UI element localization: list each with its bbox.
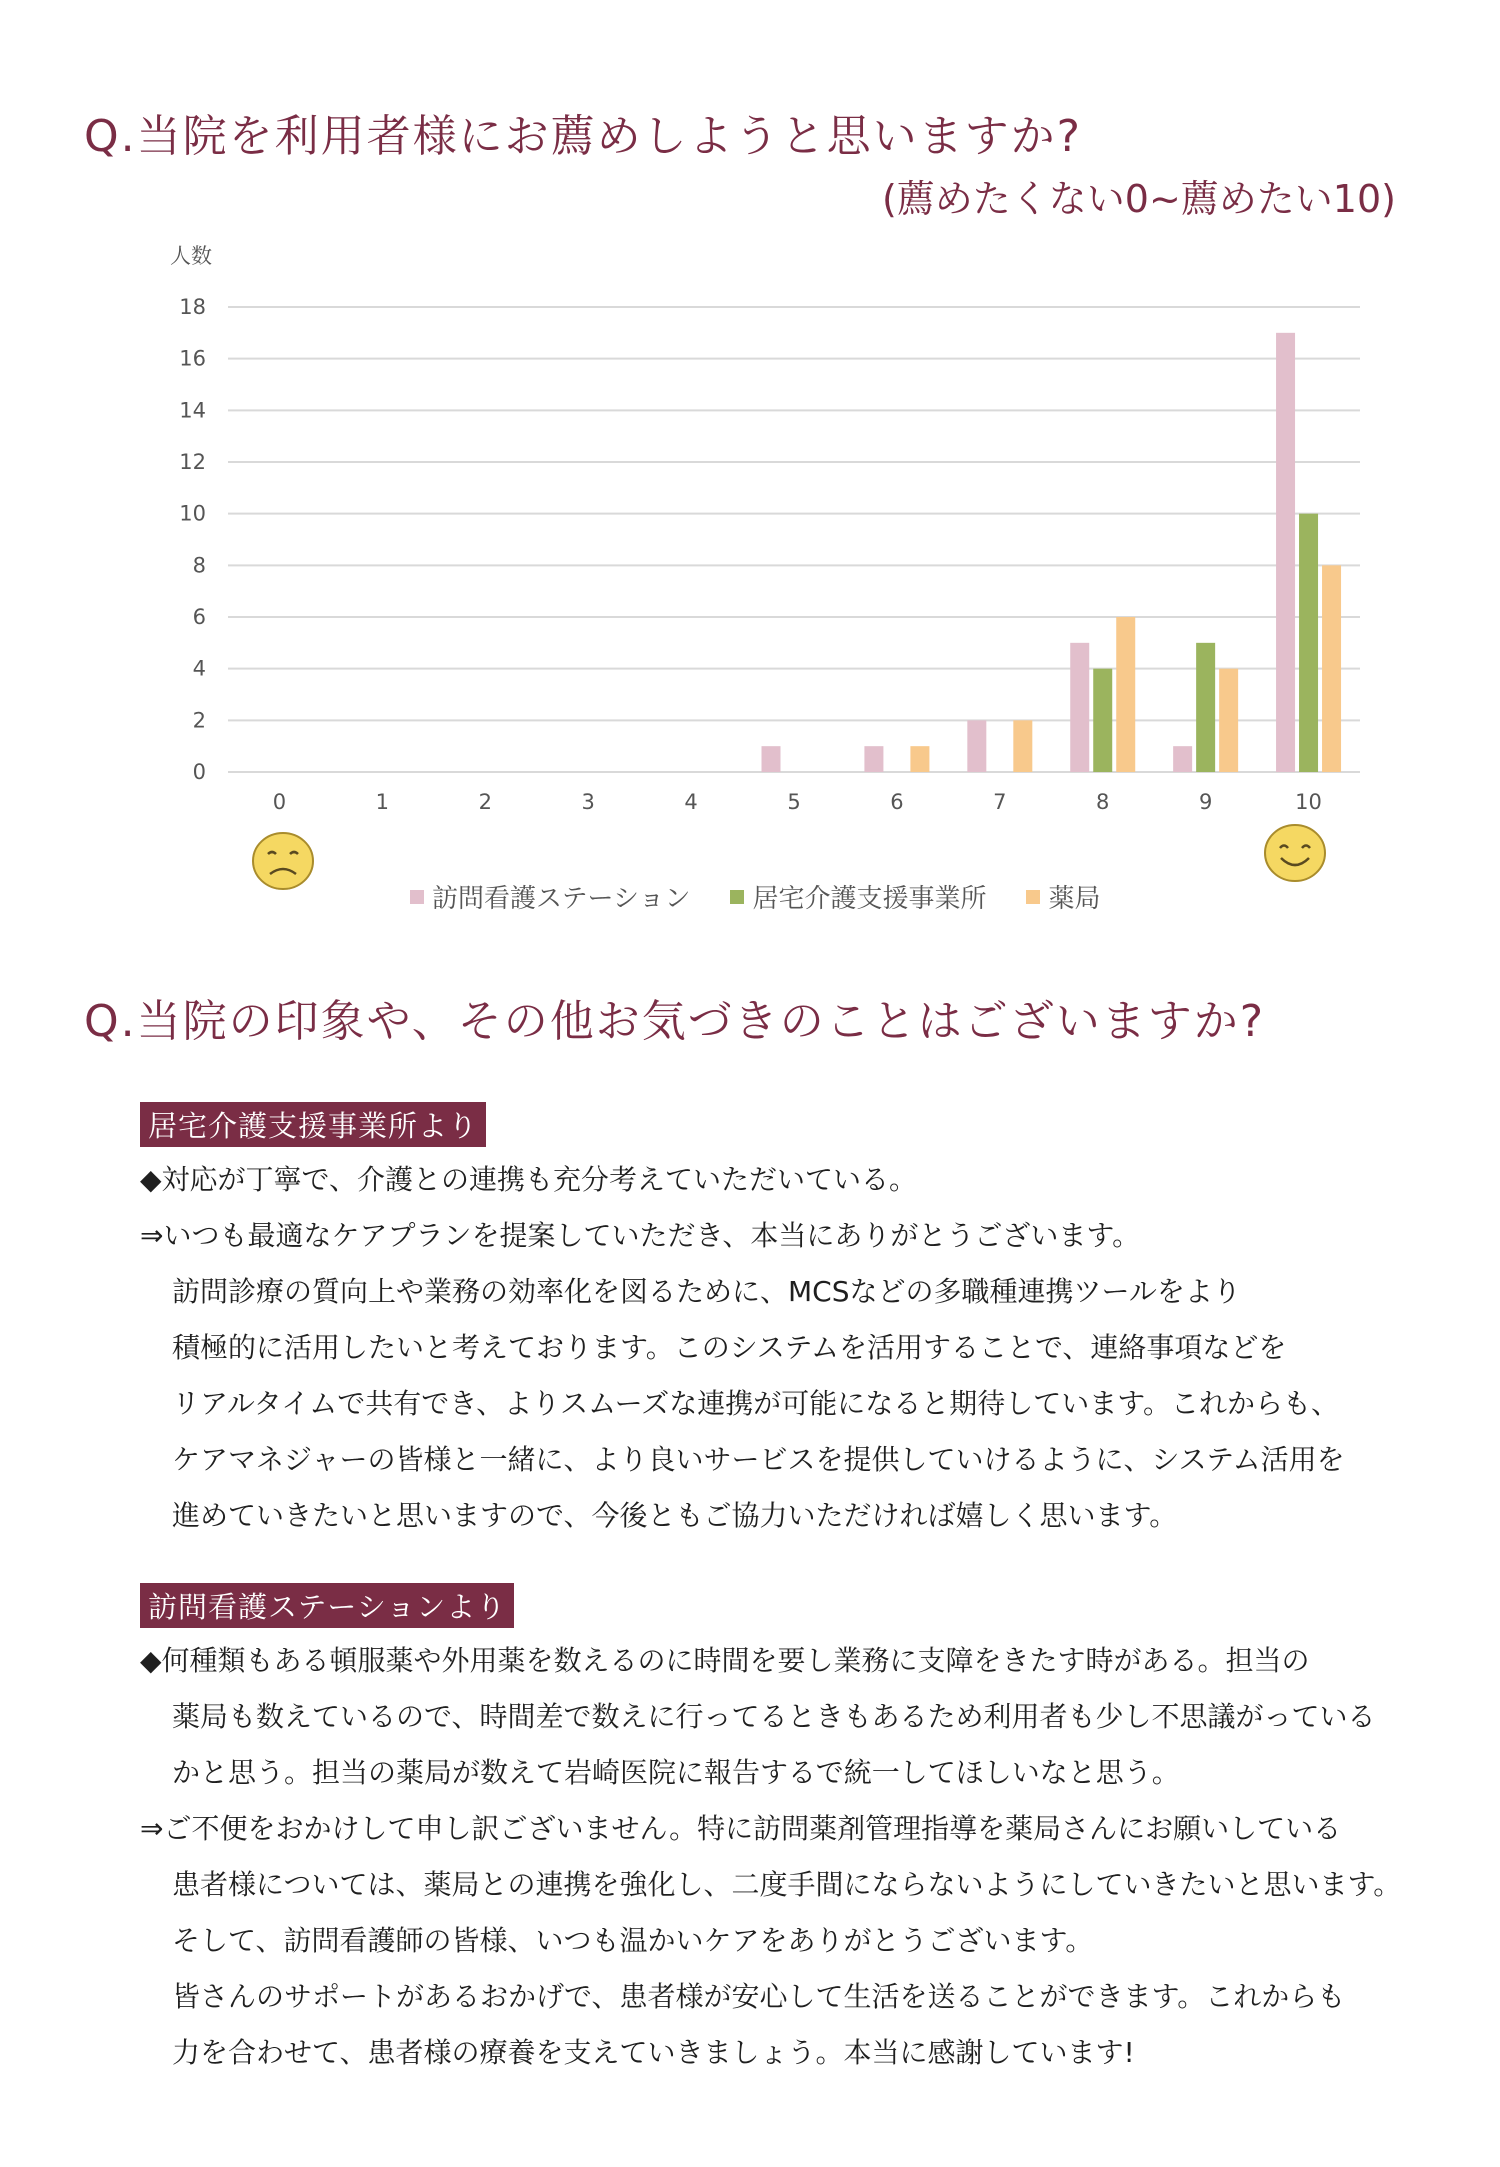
bar <box>864 746 883 772</box>
legend-swatch <box>730 890 744 904</box>
reply-line: ケアマネジャーの皆様と一緒に、より良いサービスを提供していけるように、システム活用を <box>172 1443 1345 1476</box>
frown-face-icon <box>248 828 318 894</box>
comment-line: ◆何種類もある頓服薬や外用薬を数えるのに時間を要し業務に支障をきたす時がある。担当の <box>140 1644 1310 1677</box>
bar <box>1173 746 1192 772</box>
legend-label: 居宅介護支援事業所 <box>752 884 987 914</box>
y-tick-label: 6 <box>192 605 206 629</box>
bar <box>1219 669 1238 772</box>
y-tick-label: 8 <box>192 553 206 578</box>
reply-line: リアルタイムで共有でき、よりスムーズな連携が可能になると期待しています。これからも、 <box>172 1387 1340 1420</box>
legend-item-pharmacy <box>1026 878 1100 915</box>
legend-item-care-support <box>730 878 986 915</box>
reply-line: 患者様については、薬局との連携を強化し、二度手間にならないようにしていきたいと思います。 <box>172 1868 1402 1901</box>
bar <box>910 746 929 772</box>
x-tick-label: 5 <box>787 790 801 814</box>
legend-label: 薬局 <box>1048 884 1101 914</box>
reply-line: ⇒ご不便をおかけして申し訳ございません。特に訪問薬剤管理指導を薬局さんにお願いしている <box>140 1812 1342 1845</box>
smile-face-icon <box>1260 820 1330 886</box>
x-tick-label: 10 <box>1295 790 1322 814</box>
x-tick-label: 7 <box>993 790 1007 814</box>
comment-line: 薬局も数えているので、時間差で数えに行ってるときもあるため利用者も少し不思議がっている <box>172 1700 1376 1733</box>
legend-swatch <box>410 890 424 904</box>
bar <box>1093 669 1112 772</box>
y-tick-label: 0 <box>192 760 206 784</box>
x-tick-label: 6 <box>890 790 904 814</box>
question1-subtitle: (薦めたくない0~薦めたい10) <box>881 177 1396 221</box>
y-tick-label: 18 <box>179 295 206 319</box>
legend-label: 訪問看護ステーション <box>432 884 691 914</box>
x-tick-label: 4 <box>684 790 698 814</box>
bar <box>1196 643 1215 772</box>
x-tick-label: 1 <box>375 790 390 814</box>
x-tick-label: 0 <box>272 790 287 814</box>
reply-line: そして、訪問看護師の皆様、いつも温かいケアをありがとうございます。 <box>172 1924 1094 1957</box>
question2-title: Q.当院の印象や、その他お気づきのことはございますか? <box>84 996 1266 1047</box>
bar <box>1070 643 1089 772</box>
reply-line: 進めていきたいと思いますので、今後ともご協力いただければ嬉しく思います。 <box>172 1499 1178 1532</box>
y-tick-label: 12 <box>179 450 206 474</box>
x-tick-label: 9 <box>1198 790 1213 814</box>
section-label-care-support: 居宅介護支援事業所より <box>140 1102 486 1147</box>
bar <box>1299 514 1318 772</box>
reply-line: 訪問診療の質向上や業務の効率化を図るために、MCSなどの多職種連携ツールをより <box>172 1275 1241 1308</box>
reply-line: 力を合わせて、患者様の療養を支えていきましょう。本当に感謝しています! <box>172 2036 1135 2069</box>
y-tick-label: 16 <box>179 346 206 371</box>
chart-legend <box>410 878 1100 915</box>
x-tick-label: 2 <box>478 790 492 814</box>
comment-line: ◆対応が丁寧で、介護との連携も充分考えていただいている。 <box>140 1163 917 1196</box>
reply-line: 積極的に活用したいと考えております。このシステムを活用することで、連絡事項などを <box>172 1331 1287 1364</box>
recommendation-bar-chart <box>150 235 1380 875</box>
reply-line: ⇒いつも最適なケアプランを提案していただき、本当にありがとうございます。 <box>140 1219 1141 1252</box>
bar <box>1322 565 1341 772</box>
legend-item-nursing <box>410 878 690 915</box>
bar <box>1013 720 1032 772</box>
y-tick-label: 10 <box>179 501 206 526</box>
bar <box>967 720 986 772</box>
legend-swatch <box>1026 890 1040 904</box>
x-tick-label: 3 <box>581 790 595 814</box>
y-tick-label: 2 <box>192 708 206 733</box>
x-tick-label: 8 <box>1096 790 1110 814</box>
y-tick-label: 14 <box>179 398 206 423</box>
section-body-nursing <box>140 1633 1400 2081</box>
bar <box>1116 617 1135 772</box>
section-body-care-support <box>140 1152 1400 1544</box>
comment-line: かと思う。担当の薬局が数えて岩崎医院に報告するで統一してほしいなと思う。 <box>172 1756 1180 1789</box>
y-axis-label: 人数 <box>170 244 212 268</box>
section-label-nursing: 訪問看護ステーションより <box>140 1583 514 1628</box>
reply-line: 皆さんのサポートがあるおかげで、患者様が安心して生活を送ることができます。これからも <box>172 1980 1346 2013</box>
bar <box>762 746 781 772</box>
bar <box>1276 333 1295 772</box>
question1-title: Q.当院を利用者様にお薦めしようと思いますか? <box>84 111 1082 162</box>
y-tick-label: 4 <box>192 656 206 681</box>
